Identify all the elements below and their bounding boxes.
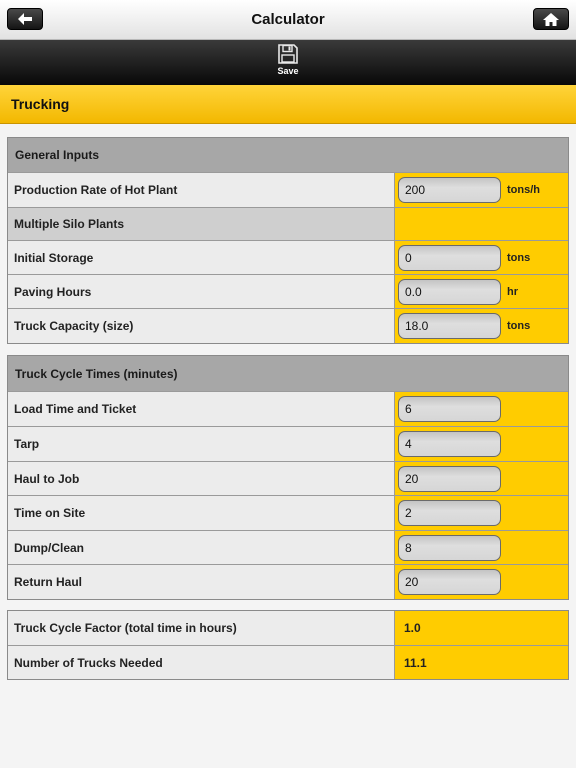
trucks-needed-value-cell <box>395 646 568 679</box>
truck-cycle-times-title: Truck Cycle Times (minutes) <box>15 366 178 381</box>
toolbar <box>0 40 576 85</box>
multiple-silo-row <box>8 208 568 241</box>
cycle-row <box>8 462 568 496</box>
cycle-row <box>8 427 568 462</box>
production-rate-label: Production Rate of Hot Plant <box>8 173 395 207</box>
paving-hours-row <box>8 275 568 309</box>
save-label: Save <box>277 66 299 76</box>
cycle-row-label: Load Time and Ticket <box>8 392 395 426</box>
initial-storage-unit: tons <box>507 251 531 264</box>
paving-hours-unit: hr <box>507 285 518 298</box>
trucks-needed-label: Number of Trucks Needed <box>8 646 395 679</box>
home-icon <box>542 12 560 27</box>
trucks-needed-value: 11.1 <box>404 655 427 670</box>
multiple-silo-label: Multiple Silo Plants <box>8 208 395 240</box>
truck-capacity-row <box>8 309 568 343</box>
cycle-row-value-cell <box>395 496 568 530</box>
cycle-row-label: Return Haul <box>8 565 395 599</box>
navigation-bar <box>0 0 576 40</box>
load-time-input[interactable]: 6 <box>398 396 501 422</box>
time-on-site-input[interactable]: 2 <box>398 500 501 526</box>
production-rate-row <box>8 173 568 208</box>
truck-cycle-times-header <box>8 356 568 392</box>
cycle-row-label: Time on Site <box>8 496 395 530</box>
home-button[interactable] <box>533 8 569 30</box>
trucks-needed-row <box>8 646 568 679</box>
production-rate-input[interactable]: 200 <box>398 177 501 203</box>
results-group <box>7 610 569 680</box>
haul-to-job-input[interactable]: 20 <box>398 466 501 492</box>
cycle-row <box>8 392 568 427</box>
cycle-row-value-cell <box>395 392 568 426</box>
paving-hours-input[interactable]: 0.0 <box>398 279 501 305</box>
production-rate-unit: tons/h <box>507 184 540 196</box>
cycle-row-value-cell <box>395 462 568 495</box>
cycle-row <box>8 565 568 599</box>
floppy-disk-icon <box>277 43 299 65</box>
initial-storage-label: Initial Storage <box>8 241 395 274</box>
cycle-factor-label: Truck Cycle Factor (total time in hours) <box>8 611 395 645</box>
multiple-silo-value-cell <box>395 208 568 240</box>
cycle-row-value-cell <box>395 427 568 461</box>
truck-capacity-input[interactable]: 18.0 <box>398 313 501 339</box>
paving-hours-label: Paving Hours <box>8 275 395 308</box>
section-header <box>0 85 576 124</box>
general-inputs-header <box>8 138 568 173</box>
dump-clean-input[interactable]: 8 <box>398 535 501 561</box>
general-inputs-title: General Inputs <box>15 148 100 162</box>
truck-capacity-unit: tons <box>507 320 531 332</box>
cycle-row-label: Dump/Clean <box>8 531 395 564</box>
cycle-row-value-cell <box>395 531 568 564</box>
return-haul-input[interactable]: 20 <box>398 569 501 595</box>
cycle-factor-row <box>8 611 568 646</box>
paving-hours-value-cell <box>395 275 568 308</box>
general-inputs-group <box>7 137 569 344</box>
tarp-input[interactable]: 4 <box>398 431 501 457</box>
cycle-factor-value: 1.0 <box>404 621 421 635</box>
cycle-row <box>8 531 568 565</box>
page-title: Calculator <box>251 11 325 28</box>
initial-storage-value-cell <box>395 241 568 274</box>
truck-capacity-label: Truck Capacity (size) <box>8 309 395 343</box>
cycle-row-label: Haul to Job <box>8 462 395 495</box>
production-rate-value-cell <box>395 173 568 207</box>
cycle-factor-value-cell <box>395 611 568 645</box>
cycle-row-value-cell <box>395 565 568 599</box>
cycle-row <box>8 496 568 531</box>
truck-cycle-times-group <box>7 355 569 600</box>
initial-storage-row <box>8 241 568 275</box>
section-title: Trucking <box>11 96 70 112</box>
cycle-row-label: Tarp <box>8 427 395 461</box>
save-button[interactable] <box>268 43 308 83</box>
truck-capacity-value-cell <box>395 309 568 343</box>
initial-storage-input[interactable]: 0 <box>398 245 501 271</box>
